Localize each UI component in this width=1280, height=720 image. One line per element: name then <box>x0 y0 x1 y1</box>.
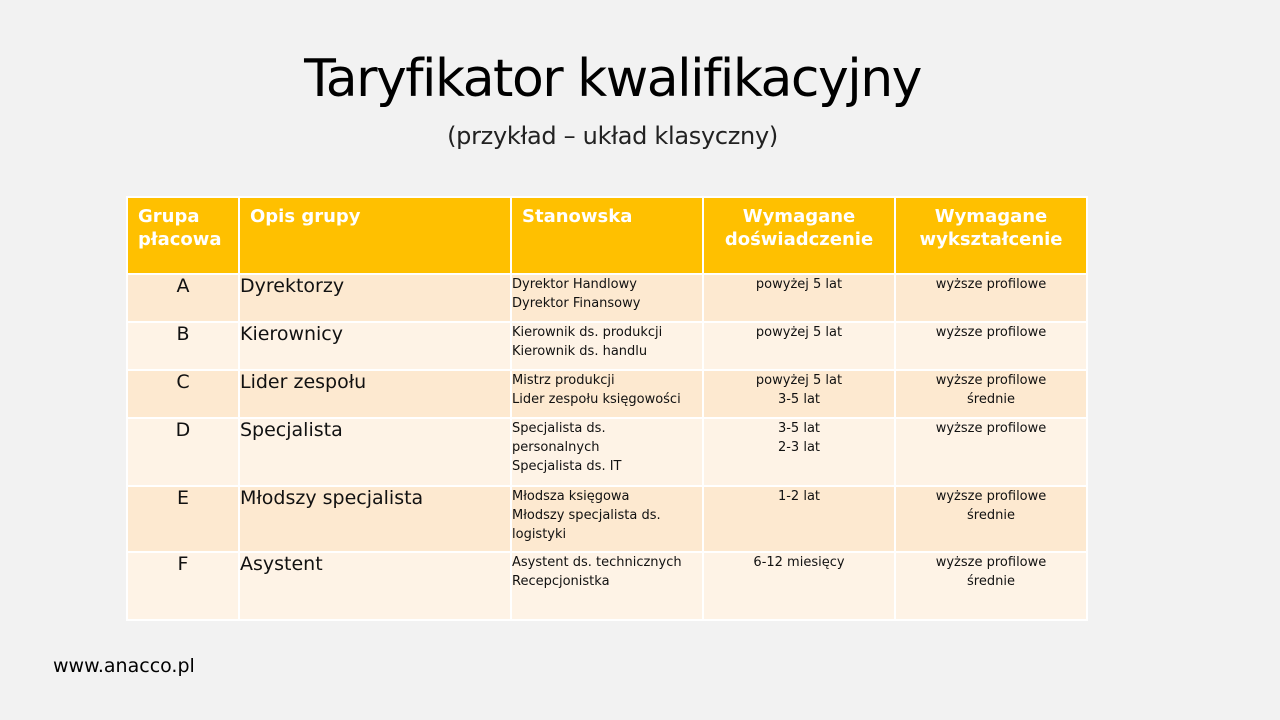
header-education-label: Wymagane wykształcenie <box>919 206 1063 250</box>
header-group-label: Grupa płacowa <box>138 206 222 250</box>
cell-group <box>127 486 239 552</box>
cell-group <box>127 322 239 370</box>
cell-description <box>239 322 511 370</box>
experience-line: powyżej 5 lat <box>755 373 843 388</box>
education-line: średnie <box>967 392 1015 407</box>
cell-education <box>895 552 1087 620</box>
experience-line: 3-5 lat <box>777 421 821 436</box>
cell-description <box>239 370 511 418</box>
cell-positions <box>511 322 703 370</box>
group-description: Asystent <box>240 553 323 575</box>
cell-positions <box>511 552 703 620</box>
cell-positions <box>511 486 703 552</box>
cell-experience <box>703 418 895 486</box>
position-line: Specjalista ds. IT <box>512 459 622 474</box>
header-education <box>895 197 1087 274</box>
slide-subtitle: (przykład – układ klasyczny) <box>447 122 778 150</box>
group-code: E <box>176 487 189 509</box>
experience-line: 1-2 lat <box>777 489 821 504</box>
cell-group <box>127 418 239 486</box>
group-description: Młodszy specjalista <box>240 487 424 509</box>
cell-description <box>239 486 511 552</box>
group-description: Kierownicy <box>240 323 343 345</box>
education-line: średnie <box>967 508 1015 523</box>
slide-title: Taryfikator kwalifikacyjny <box>304 49 921 109</box>
salary-grade-table <box>126 196 1088 621</box>
table-row <box>127 418 1087 486</box>
experience-line: 2-3 lat <box>777 440 821 455</box>
position-line: personalnych <box>512 440 600 455</box>
header-experience <box>703 197 895 274</box>
header-positions <box>511 197 703 274</box>
education-line: średnie <box>967 574 1015 589</box>
group-description: Lider zespołu <box>240 371 367 393</box>
group-description: Specjalista <box>240 419 343 441</box>
cell-group <box>127 552 239 620</box>
education-line: wyższe profilowe <box>935 373 1047 388</box>
position-line: Mistrz produkcji <box>512 373 615 388</box>
cell-education <box>895 486 1087 552</box>
group-description: Dyrektorzy <box>240 275 345 297</box>
cell-description <box>239 418 511 486</box>
position-line: Dyrektor Finansowy <box>512 296 641 311</box>
education-line: wyższe profilowe <box>935 421 1047 436</box>
cell-experience <box>703 370 895 418</box>
header-experience-label: Wymagane doświadczenie <box>724 206 874 250</box>
table-row <box>127 370 1087 418</box>
cell-education <box>895 274 1087 322</box>
header-description <box>239 197 511 274</box>
position-line: Recepcjonistka <box>512 574 610 589</box>
cell-group <box>127 370 239 418</box>
cell-description <box>239 274 511 322</box>
position-line: Lider zespołu księgowości <box>512 392 681 407</box>
education-line: wyższe profilowe <box>935 277 1047 292</box>
table-row <box>127 274 1087 322</box>
experience-line: powyżej 5 lat <box>755 277 843 292</box>
table-body <box>127 274 1087 620</box>
group-code: C <box>176 371 190 393</box>
position-line: Dyrektor Handlowy <box>512 277 637 292</box>
cell-positions <box>511 370 703 418</box>
experience-line: 3-5 lat <box>777 392 821 407</box>
cell-experience <box>703 486 895 552</box>
cell-experience <box>703 274 895 322</box>
position-line: Asystent ds. technicznych <box>512 555 682 570</box>
education-line: wyższe profilowe <box>935 325 1047 340</box>
cell-education <box>895 370 1087 418</box>
table-row <box>127 552 1087 620</box>
position-line: Młodszy specjalista ds. <box>512 508 661 523</box>
table-row <box>127 322 1087 370</box>
cell-education <box>895 322 1087 370</box>
cell-positions <box>511 274 703 322</box>
experience-line: 6-12 miesięcy <box>753 555 845 570</box>
cell-education <box>895 418 1087 486</box>
group-code: A <box>176 275 190 297</box>
group-code: D <box>175 419 191 441</box>
cell-experience <box>703 322 895 370</box>
table-header-row <box>127 197 1087 274</box>
position-line: logistyki <box>512 527 567 542</box>
group-code: F <box>177 553 189 575</box>
cell-description <box>239 552 511 620</box>
experience-line: powyżej 5 lat <box>755 325 843 340</box>
education-line: wyższe profilowe <box>935 555 1047 570</box>
position-line: Kierownik ds. handlu <box>512 344 648 359</box>
header-group <box>127 197 239 274</box>
position-line: Kierownik ds. produkcji <box>512 325 663 340</box>
table-row <box>127 486 1087 552</box>
cell-experience <box>703 552 895 620</box>
group-code: B <box>176 323 190 345</box>
cell-group <box>127 274 239 322</box>
position-line: Specjalista ds. <box>512 421 606 436</box>
position-line: Młodsza księgowa <box>512 489 630 504</box>
header-positions-label: Stanowska <box>522 206 633 227</box>
header-description-label: Opis grupy <box>250 206 361 227</box>
footer-website: www.anacco.pl <box>53 655 195 677</box>
cell-positions <box>511 418 703 486</box>
education-line: wyższe profilowe <box>935 489 1047 504</box>
